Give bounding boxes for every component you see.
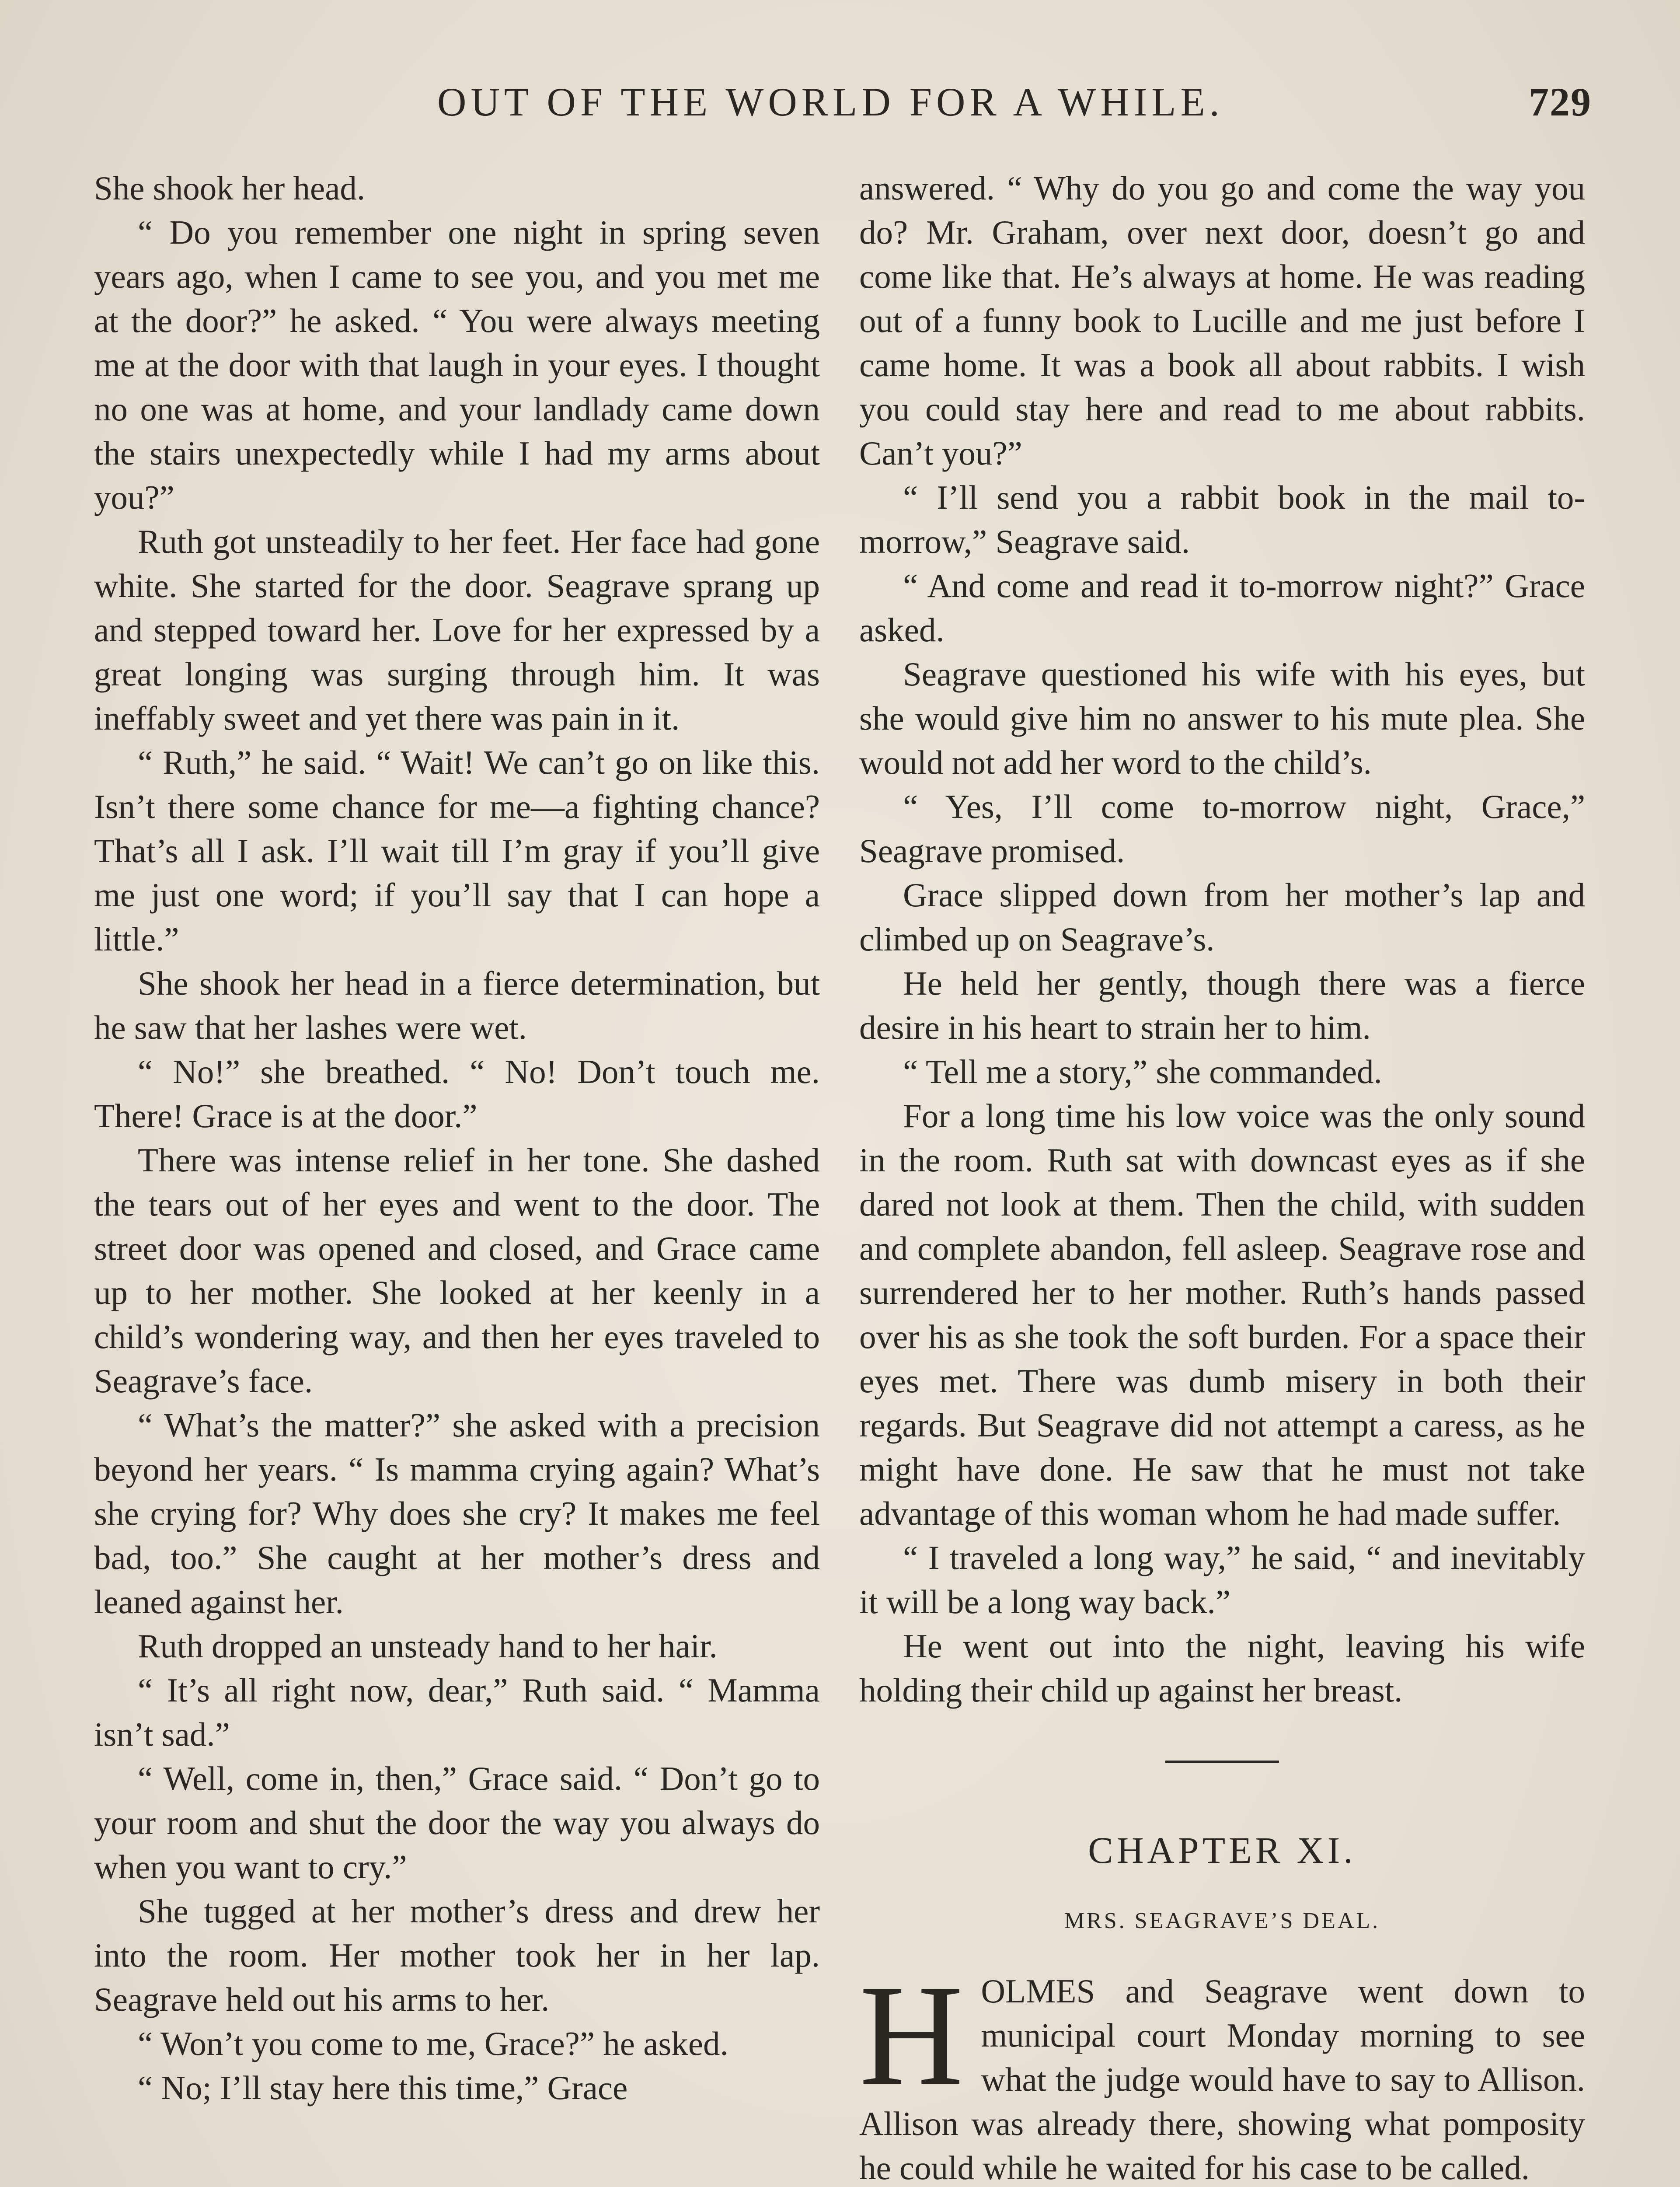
paragraph: “ No; I’ll stay here this time,” Grace: [138, 2069, 628, 2107]
paragraph: “ Yes, I’ll come to-morrow night, Grace,” Seagrave promised.: [859, 788, 1585, 870]
paragraph: Ruth got unsteadily to her feet. Her face had gone white. She started for the door. Seagrave sprang up and stepped toward her. Love for her expressed by a great longing was surging through him. It was ineffably sweet and yet there was pain in it.: [94, 523, 820, 737]
paragraph: “ What’s the matter?” she asked with a precision beyond her years. “ Is mamma crying again? What’s she crying for? Why does she cry? It makes me feel bad, too.” She caught at her mother’s dress and leaned against her.: [94, 1406, 820, 1621]
paragraph: “ I traveled a long way,” he said, “ and inevitably it will be a long way back.”: [859, 1539, 1585, 1621]
chapter-subtitle: MRS. SEAGRAVE’S DEAL.: [1064, 1908, 1380, 1933]
chapter-title: CHAPTER XI.: [1088, 1829, 1356, 1871]
paragraph: “ No!” she breathed. “ No! Don’t touch me. There! Grace is at the door.”: [94, 1053, 820, 1135]
paragraph: “ Do you remember one night in spring seven years ago, when I came to see you, and you met me at the door?” he asked. “ You were always meeting me at the door with that laugh in your eyes. I thought no one was at home, and your landlady came down the stairs unexpectedly while I had my arms about you?”: [94, 213, 820, 516]
drop-cap: H: [859, 1956, 964, 2115]
paragraph: answered. “ Why do you go and come the way you do? Mr. Graham, over next door, doesn’t go and come like that. He’s always at home. He was reading out of a funny book to Lucille and me just before I came home. It was a book all about rabbits. I wish you could stay here and read to me about rabbits. Can’t you?”: [859, 169, 1585, 472]
paragraph: “ Tell me a story,” she commanded.: [903, 1053, 1382, 1090]
paragraph: For a long time his low voice was the only sound in the room. Ruth sat with downcast eyes as if she dared not look at them. Then the child, with sudden and complete abandon, fell asleep. Seagrave rose and surrendered her to her mother. Ruth’s hands passed over his as she took the soft burden. For a space their eyes met. There was dumb misery in both their regards. But Seagrave did not attempt a caress, as he might have done. He saw that he must not take advantage of this woman whom he had made suffer.: [859, 1097, 1585, 1532]
paragraph: Seagrave questioned his wife with his eyes, but she would give him no answer to his mute plea. She would not add her word to the child’s.: [859, 655, 1585, 781]
page-header: [87, 79, 1592, 131]
right-column: [859, 166, 1585, 2187]
running-title: OUT OF THE WORLD FOR A WHILE.: [437, 80, 1224, 124]
paragraph: “ Well, come in, then,” Grace said. “ Don’t go to your room and shut the door the way you always do when you want to cry.”: [94, 1760, 820, 1886]
chapter-opening-text: OLMES and Seagrave went down to municipal court Monday morning to see what the judge would have to say to Allison. Allison was already there, showing what pomposity he could while he waited for his case to be called.: [859, 1972, 1585, 2187]
paragraph: “ And come and read it to-morrow night?” Grace asked.: [859, 567, 1585, 649]
paragraph: Ruth dropped an unsteady hand to her hair.: [138, 1627, 718, 1665]
paragraph: “ It’s all right now, dear,” Ruth said. “ Mamma isn’t sad.”: [94, 1671, 820, 1753]
page-number: 729: [1529, 80, 1592, 124]
paragraph: Grace slipped down from her mother’s lap and climbed up on Seagrave’s.: [859, 876, 1585, 958]
section-divider: [1165, 1761, 1279, 1763]
left-column: [94, 166, 820, 2110]
paragraph: “ Won’t you come to me, Grace?” he asked.: [138, 2025, 728, 2062]
paragraph: He held her gently, though there was a fierce desire in his heart to strain her to him.: [859, 964, 1585, 1046]
paragraph: There was intense relief in her tone. She dashed the tears out of her eyes and went to the door. The street door was opened and closed, and Grace came up to her mother. She looked at her keenly in a child’s wondering way, and then her eyes traveled to Seagrave’s face.: [94, 1141, 820, 1400]
paragraph: She tugged at her mother’s dress and drew her into the room. Her mother took her in her lap. Seagrave held out his arms to her.: [94, 1892, 820, 2018]
paragraph: He went out into the night, leaving his wife holding their child up against her breast.: [859, 1627, 1585, 1709]
paragraph: “ Ruth,” he said. “ Wait! We can’t go on like this. Isn’t there some chance for me—a fighting chance? That’s all I ask. I’ll wait till I’m gray if you’ll give me just one word; if you’ll say that I can hope a little.”: [94, 744, 820, 958]
paragraph: “ I’ll send you a rabbit book in the mail to-morrow,” Seagrave said.: [859, 479, 1585, 560]
paragraph: She shook her head in a fierce determination, but he saw that her lashes were wet.: [94, 964, 820, 1046]
paragraph: She shook her head.: [94, 169, 366, 207]
chapter-opening-paragraph: [859, 1956, 1585, 2187]
